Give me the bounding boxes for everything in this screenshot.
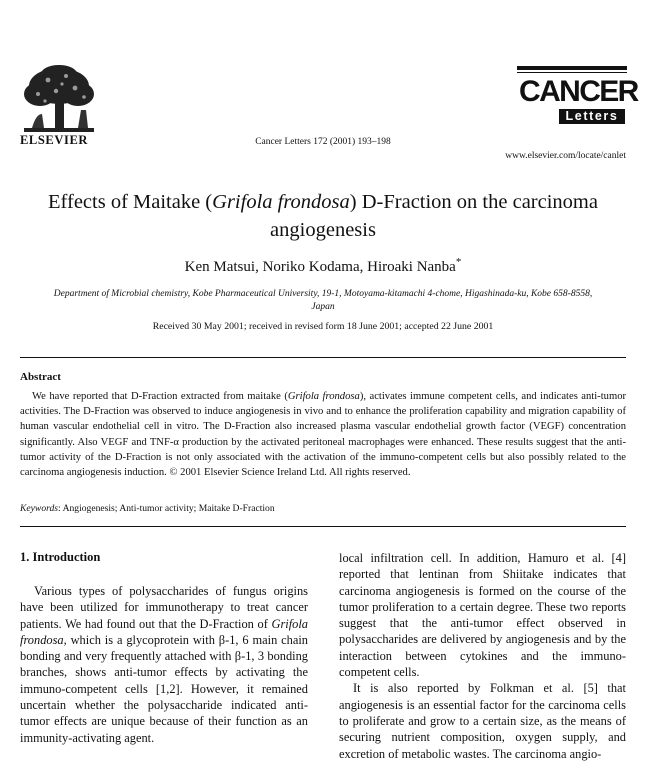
- abstract-top-rule: [20, 357, 626, 358]
- intro-paragraph-continued: local infiltration cell. In addition, Hamuro et al. [4] reported that lentinan from Shiitake indicates that carcinoma angiogenesis is formed on the course of the tumor proliferation to a certain degree. These two reports suggest that the anti-tumor effect observed in polysaccharides are delivered by angiogenesis and by the interaction between cytokines and the immuno-competent cells.: [339, 551, 626, 680]
- logo-thin-rule: [517, 72, 627, 73]
- left-column: [20, 583, 308, 746]
- abstract-heading: Abstract: [20, 371, 61, 383]
- author-list: Ken Matsui, Noriko Kodama, Hiroaki Nanba*: [184, 256, 462, 275]
- right-column: [339, 550, 626, 762]
- logo-top-rule: [517, 66, 627, 70]
- corresponding-author-mark[interactable]: *: [455, 256, 462, 268]
- intro-paragraph-2: It is also reported by Folkman et al. [5] that angiogenesis is an essential factor for the carcinoma cells to proliferate and grow to a certain size, as the means of securing nutrient composition, oxygen supply, and excretion of metabolic wastes. The carcinoma angio-: [339, 681, 626, 761]
- logo-word-cancer: CANCER: [519, 75, 638, 108]
- section-heading: 1. Introduction: [20, 550, 101, 564]
- journal-citation: Cancer Letters 172 (2001) 193–198: [255, 137, 391, 147]
- affiliation: Department of Microbial chemistry, Kobe Pharmaceutical University, 19-1, Motoyama-kitamachi 4-chome, Higashinada-ku, Kobe 658-8558, Japan: [53, 289, 593, 312]
- intro-paragraph-1: Various types of polysaccharides of fungus origins have been utilized for immunotherapy to treat cancer patients. We had found out that the D-Fraction of Grifola frondosa, which is a glycoprotein with β-1, 6 main chain bonding and very frequently attached with β-1, 3 bonding branches, shows anti-tumor effects by activating the immuno-competent cells [1,2]. However, it remained uncertain whether the polysaccharide indicated anti-tumor effects are unique because of their function as an immunity-activating agent.: [20, 584, 308, 745]
- article-title: Effects of Maitake (Grifola frondosa) D-Fraction on the carcinoma angiogenesis: [48, 191, 598, 241]
- abstract-bottom-rule: [20, 526, 626, 527]
- publisher-name: ELSEVIER: [20, 133, 89, 147]
- received-dates: Received 30 May 2001; received in revised form 18 June 2001; accepted 22 June 2001: [152, 321, 494, 332]
- logo-word-letters: Letters: [559, 109, 625, 124]
- abstract-body: We have reported that D-Fraction extracted from maitake (Grifola frondosa), activates immune competent cells, and indicates anti-tumor activities. The D-Fraction was observed to induce angiogenesis in vivo and to enhance the proliferation capability and migration capability of human vascular endothelial cell in vitro. The D-Fraction also increased plasma vascular endothelial growth factor (VEGF) concentration significantly. Also VEGF and TNF-α production by the activated peritoneal macrophages were enhanced. These results suggest that the anti-tumor activity of the D-Fraction is not only associated with the activation of the immuno-competent cells but also possibly related to the carcinoma angiogenesis induction. © 2001 Elsevier Science Ireland Ltd. All rights reserved.: [20, 391, 627, 479]
- elsevier-tree-logo: [18, 64, 100, 136]
- cancer-letters-logo: [517, 66, 638, 134]
- keywords: Keywords: Angiogenesis; Anti-tumor activity; Maitake D-Fraction: [20, 503, 275, 514]
- journal-url-link[interactable]: www.elsevier.com/locate/canlet: [505, 151, 626, 161]
